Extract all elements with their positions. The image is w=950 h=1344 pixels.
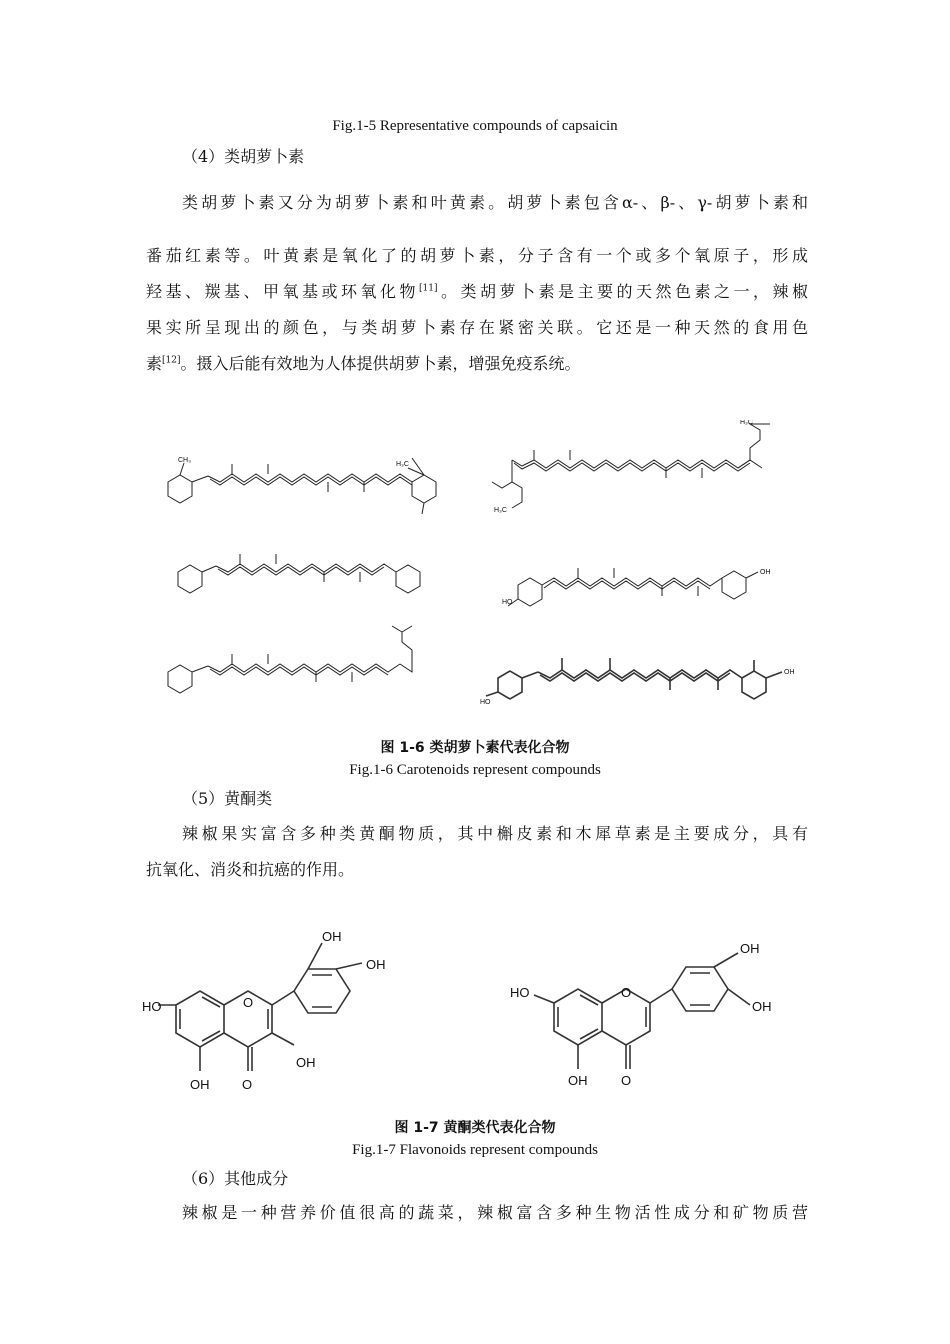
atom-label-oh: OH	[190, 1077, 210, 1092]
atom-label-o: O	[242, 1077, 253, 1092]
structure-lycopene	[492, 424, 770, 508]
paragraph-line: 果实所呈现出的颜色，与类胡萝卜素存在紧密关联。它还是一种天然的食用色	[146, 318, 808, 337]
paragraph-text: 羟基、羰基、甲氧基或环氧化物	[146, 282, 419, 301]
structure-quercetin	[158, 943, 362, 1071]
carotenoid-structures-figure	[150, 420, 810, 720]
paragraph-line	[146, 349, 808, 379]
atom-label-ho: HO	[510, 985, 530, 1000]
atom-label: H₃C	[740, 420, 753, 426]
luteolin-atom-labels	[510, 941, 772, 1088]
structure-gamma-carotene	[168, 626, 412, 693]
atom-label: HO	[480, 699, 491, 706]
quercetin-atom-labels	[142, 929, 386, 1092]
paragraph-text: 。类胡萝卜素是主要的天然色素之一，辣椒	[437, 282, 808, 301]
atom-label: CH₃	[178, 457, 191, 464]
atom-label-oh: OH	[322, 929, 342, 944]
paragraph-line: 番茄红素等。叶黄素是氧化了的胡萝卜素，分子含有一个或多个氧原子，形成	[146, 246, 808, 265]
paragraph-line: 辣椒果实富含多种类黄酮物质，其中槲皮素和木犀草素是主要成分，具有	[182, 824, 808, 843]
section-6-heading: （6）其他成分	[182, 1169, 289, 1188]
section-4-paragraph	[146, 188, 808, 379]
figure-1-6-caption-zh: 图 1-6 类胡萝卜素代表化合物	[380, 740, 570, 756]
figure-1-5-caption-en: Fig.1-5 Representative compounds of capsaicin	[332, 118, 618, 134]
atom-label-o: O	[621, 985, 632, 1000]
atom-label: H₃C	[494, 507, 507, 514]
paragraph-text: 。摄入后能有效地为人体提供胡萝卜素，增强免疫系统。	[180, 354, 581, 373]
structure-zeaxanthin	[486, 658, 782, 699]
citation-ref: [11]	[419, 283, 438, 294]
paragraph-line: 类胡萝卜素又分为胡萝卜素和叶黄素。胡萝卜素包含α-、β-、γ-胡萝卜素和	[182, 193, 808, 212]
figure-1-7-caption-zh: 图 1-7 黄酮类代表化合物	[394, 1120, 556, 1136]
paragraph-line: 辣椒是一种营养价值很高的蔬菜，辣椒富含多种生物活性成分和矿物质营	[182, 1203, 808, 1222]
structure-lutein	[508, 568, 758, 606]
figure-1-6-caption-en: Fig.1-6 Carotenoids represent compounds	[349, 762, 601, 778]
paragraph-text: 素	[146, 354, 163, 373]
atom-label-o: O	[243, 995, 254, 1010]
section-4-heading: （4）类胡萝卜素	[182, 147, 305, 166]
section-5-paragraph	[146, 819, 808, 885]
atom-label-oh: OH	[296, 1055, 316, 1070]
atom-label-ho: HO	[142, 999, 162, 1014]
atom-label-o: O	[621, 1073, 632, 1088]
paragraph-line	[146, 277, 808, 307]
section-6-paragraph	[146, 1198, 808, 1228]
atom-label: OH	[784, 669, 795, 676]
atom-label-oh: OH	[568, 1073, 588, 1088]
atom-label: OH	[760, 569, 771, 576]
structure-alpha-carotene	[178, 554, 420, 593]
atom-label: H₃C	[396, 461, 409, 468]
flavonoid-structures-figure	[140, 925, 780, 1105]
atom-label-oh: OH	[366, 957, 386, 972]
structure-luteolin	[534, 953, 750, 1069]
atom-label-oh: OH	[740, 941, 760, 956]
atom-label: HO	[502, 599, 513, 606]
paragraph-line: 抗氧化、消炎和抗癌的作用。	[146, 860, 355, 879]
figure-1-7-caption-en: Fig.1-7 Flavonoids represent compounds	[352, 1142, 598, 1158]
atom-label-oh: OH	[752, 999, 772, 1014]
section-5-heading: （5）黄酮类	[182, 789, 273, 808]
citation-ref: [12]	[162, 355, 181, 366]
